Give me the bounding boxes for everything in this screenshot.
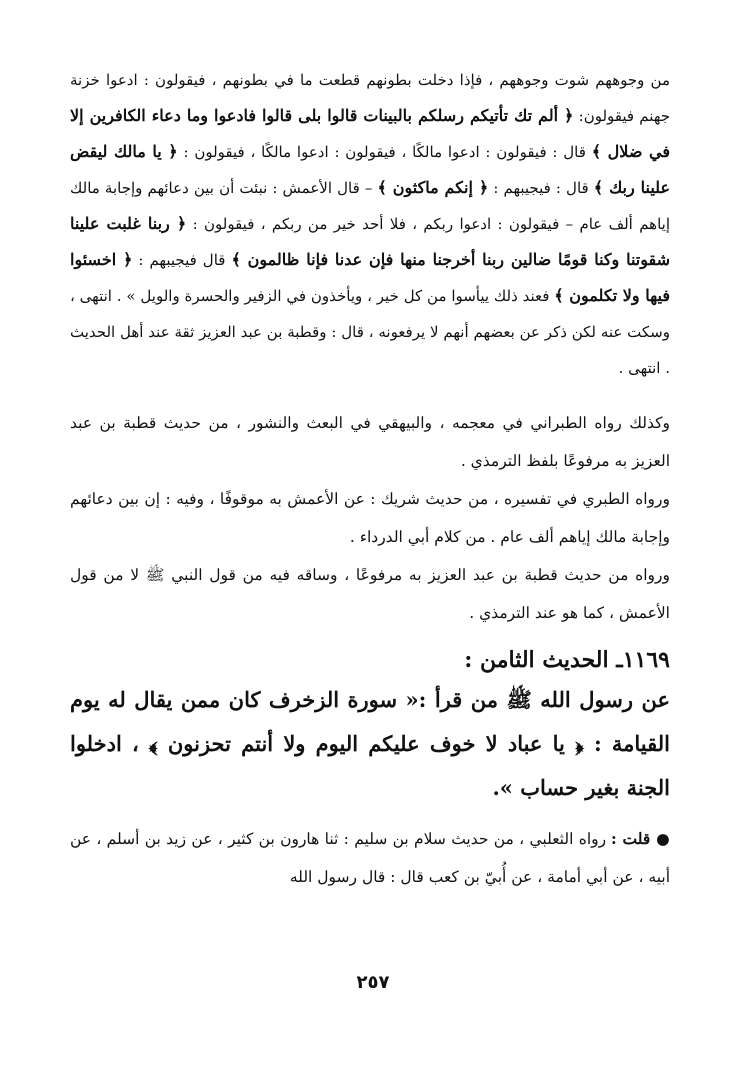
quran-quote-3: ﴿ إنكم ماكثون ﴾ xyxy=(377,178,489,197)
quran-quote-5: ﴿ اخسئوا فيها ولا تكلمون ﴾ xyxy=(70,250,671,305)
intro-text-5: قال فيجيبهم : xyxy=(132,251,232,269)
intro-text-3: قال : فيجيبهم : xyxy=(488,179,594,197)
intro-text-4: – قال الأعمش : نبئت أن بين دعائهم وإجابة مالك إياهم ألف عام – فيقولون : ادعوا ربكم ، فلا أحد خير من ربكم ، فيقولون : xyxy=(70,179,670,233)
quran-quote-1: ﴿ ألم تك تأتيكم رسلكم بالبينات قالوا بلى قالوا فادعوا وما دعاء الكافرين إلا في ضلال ﴾ xyxy=(70,106,670,161)
intro-text-1: من وجوههم شوت وجوههم ، فإذا دخلت بطونهم قطعت ما في بطونهم ، فيقولون : ادعوا خزنة جهنم فيقولون: xyxy=(70,71,671,125)
note-paragraph xyxy=(70,820,670,896)
note-text: رواه الثعلبي ، من حديث سلام بن سليم : ثنا هارون بن كثير ، عن زيد بن أسلم ، عن أبيه ، عن أبي أمامة ، عن أُبيّ بن كعب قال : قال رسول الله xyxy=(70,830,670,886)
intro-text-6: فعند ذلك ييأسوا من كل خير ، ويأخذون في الزفير والحسرة والويل » . انتهى ، وسكت عنه لكن ذكر عن بعضهم أنهم لا يرفعونه ، قال : وقطبة بن عبد العزيز ثقة عند أهل الحديث . انتهى . xyxy=(70,287,670,377)
intro-paragraph xyxy=(70,62,670,386)
intro-text-2: قال : فيقولون : ادعوا مالكًا ، فيقولون : ادعوا مالكًا ، فيقولون : xyxy=(177,143,592,161)
document-page xyxy=(70,62,670,896)
paragraph-tabarani: وكذلك رواه الطبراني في معجمه ، والبيهقي في البعث والنشور ، من حديث قطبة بن عبد العزيز به مرفوعًا بلفظ الترمذي . xyxy=(70,414,670,470)
paragraph-marfu: ورواه من حديث قطبة بن عبد العزيز به مرفوعًا ، وساقه فيه من قول النبي ﷺ لا من قول الأعمش ، كما هو عند الترمذي . xyxy=(70,566,670,622)
quran-quote-2: ﴿ يا مالك ليقض علينا ربك ﴾ xyxy=(70,142,671,197)
note-marker: ● قلت : xyxy=(611,829,670,848)
hadith-body: عن رسول الله ﷺ من قرأ :« سورة الزخرف كان ممن يقال له يوم القيامة : ﴿ يا عباد لا خوف عليكم اليوم ولا أنتم تحزنون ﴾ ، ادخلوا الجنة بغير حساب ». xyxy=(70,687,670,800)
hadith-title: ١١٦٩ـ الحديث الثامن : xyxy=(464,647,670,673)
page-number: ٢٥٧ xyxy=(356,972,390,993)
quran-quote-4: ﴿ ربنا غلبت علينا شقوتنا وكنا قومًا ضالين ربنا أخرجنا منها فإن عدنا فإنا ظالمون ﴾ xyxy=(70,214,670,269)
paragraph-tabari: ورواه الطبري في تفسيره ، من حديث شريك : عن الأعمش به موقوفًا ، وفيه : إن بين دعائهم وإجابة مالك إياهم ألف عام . من كلام أبي الدرداء . xyxy=(70,490,670,546)
